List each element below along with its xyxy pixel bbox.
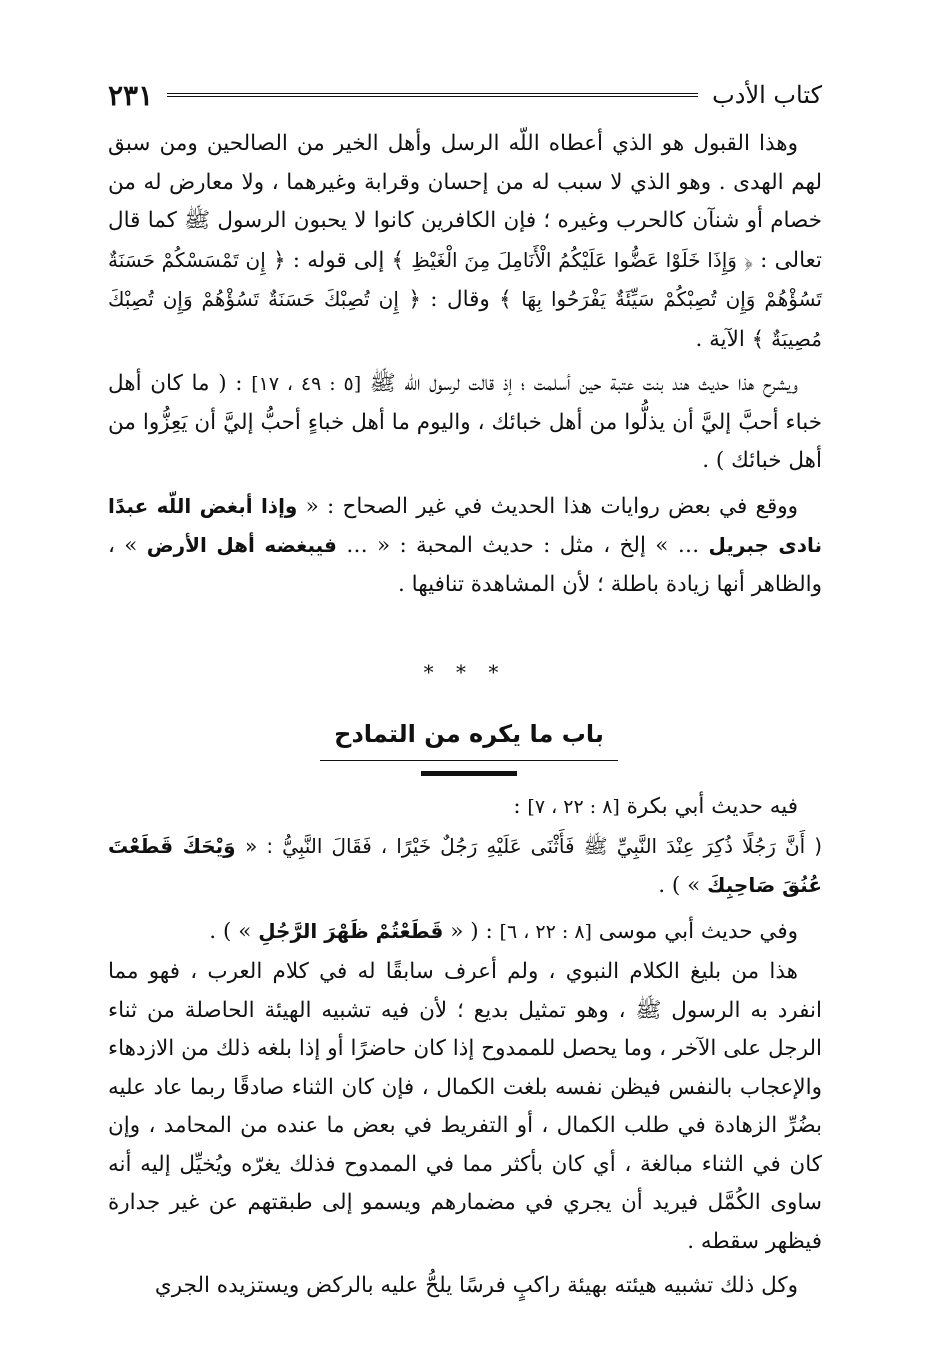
paragraph-tashbih: وكل ذلك تشبيه هيئته بهيئة راكبٍ فرسًا يلحُّ عليه بالركض ويستزيده الجري xyxy=(154,1273,798,1298)
hadith-quote: وَيْحَكَ قَطَعْتَ عُنُقَ صَاحِبِكَ xyxy=(108,833,822,897)
paragraph-qabul: وهذا القبول هو الذي أعطاه اللّه الرسل وأهل الخير من الصالحين ومن سبق لهم الهدى . وهو الذي لا سبب له من إحسان وقرابة وغيرهما ، ولا معارض له من خصام أو شنآن كالحرب وغيره ؛ فإن الكافرين كانوا لا يحبون الرسول ﷺ كما قال تعالى : ﴿ وَإِذَا خَلَوْا عَضُّوا عَلَيْكُمُ الْأَنَامِلَ مِنَ الْغَيْظِ ﴾ إلى قوله : ﴿ إِن تَمْسَسْكُمْ حَسَنَةٌ تَسُؤْهُمْ وَإِن تُصِبْكُمْ سَيِّئَةٌ يَفْرَحُوا بِهَا ﴾ وقال : ﴿ إِن تُصِبْكَ حَسَنَةٌ تَسُؤْهُمْ وَإِن تُصِبْكَ مُصِيبَةٌ ﴾ الآية . xyxy=(108,131,822,352)
chapter-title: باب ما يكره من التمادح xyxy=(334,720,604,748)
header-rule xyxy=(167,93,698,97)
chapter-underline xyxy=(320,760,618,761)
reference: [٨ : ٢٢ ، ٦] xyxy=(499,920,592,943)
reference: [٨ : ٢٢ ، ٧] xyxy=(527,796,620,818)
hadith-abu-bakra-text: ( أَنَّ رَجُلًا ذُكِرَ عِنْدَ النَّبِيِّ ﷺ فَأَثْنَى عَلَيْهِ رَجُلٌ خَيْرًا ، فَقَالَ النَّبِيُّ : « وَيْحَكَ قَطَعْتَ عُنُقَ صَاحِبِكَ » ) . xyxy=(108,833,822,898)
quran-quote: إِن تَمْسَسْكُمْ حَسَنَةٌ تَسُؤْهُمْ وَإِن تُصِبْكُمْ سَيِّئَةٌ يَفْرَحُوا بِهَا xyxy=(108,247,822,311)
section-separator: * * * xyxy=(423,660,507,684)
chapter-heading xyxy=(320,714,618,776)
hadith-quote: فيبغضه أهل الأرض xyxy=(146,533,337,557)
page-number: ٢٣١ xyxy=(108,78,154,112)
upper-text-block xyxy=(108,125,822,604)
hadith-quote: قَطَعْتُمْ ظَهْرَ الرَّجُلِ xyxy=(258,918,444,943)
chapter-bar xyxy=(421,771,517,776)
reference: [٥ : ٤٩ ، ١٧] xyxy=(251,373,362,395)
paragraph-abu-musa: وفي حديث أبي موسى [٨ : ٢٢ ، ٦] : ( « قَطَعْتُمْ ظَهْرَ الرَّجُلِ » ) . xyxy=(209,918,798,944)
hadith-quote: وإذا أبغض اللّه عبدًا نادى جبريل xyxy=(108,493,822,557)
quran-quote: وَإِذَا خَلَوْا عَضُّوا عَلَيْكُمُ الْأَنَامِلَ مِنَ الْغَيْظِ xyxy=(411,247,737,272)
paragraph-explanation: هذا من بليغ الكلام النبوي ، ولم أعرف سابقًا له في كلام العرب ، فهو مما انفرد به الرسول ﷺ ، وهو تمثيل بديع ؛ لأن فيه تشبيه الهيئة الحاصلة من ثناء الرجل على الآخر ، وما يحصل للممدوح إذا كان حاضرًا أو إذا بلغه ذلك من الازدهاء والإعجاب بالنفس فيظن نفسه بلغت الكمال ، فإن كان الثناء صادقًا ربما عاد عليه بضُرِّ الزهادة في طلب الكمال ، أو التفريط في بعض ما عنده من المحامد ، وإن كان في الثناء مبالغة ، أي كان بأكثر مما في الممدوح فذلك يغرّه ويُخيِّل إليه أنه ساوى الكُمَّل فيريد أن يجري في مضمارهم ويسمو إلى طبقتهم عن غير جدارة فيظهر سقطه . xyxy=(108,959,822,1254)
paragraph-riwayat: ووقع في بعض روايات هذا الحديث في غير الصحاح : « وإذا أبغض اللّه عبدًا نادى جبريل … » إلخ ، مثل : حديث المحبة : « … فيبغضه أهل الأرض » ، والظاهر أنها زيادة باطلة ؛ لأن المشاهدة تنافيها . xyxy=(108,493,822,597)
lower-text-block xyxy=(108,788,822,1306)
paragraph-abu-bakra: فيه حديث أبي بكرة [٨ : ٢٢ ، ٧] : xyxy=(513,794,798,819)
quran-quote: إِن تُصِبْكَ حَسَنَةٌ تَسُؤْهُمْ وَإِن تُصِبْكَ مُصِيبَةٌ xyxy=(108,287,822,351)
paragraph-hind: ويشرح هذا حديث هند بنت عتبة حين أسلمت ؛ إذ قالت لرسول اللّه ﷺ [٥ : ٤٩ ، ١٧] : ( ما كان أهل خباء أحبَّ إليَّ أن يذلُّوا من أهل خبائك ، واليوم ما أهل خباءٍ أحبُّ إليَّ أن يَعِزُّوا من أهل خبائك ) . xyxy=(108,371,822,473)
book-title: كتاب الأدب xyxy=(712,81,822,109)
page-header xyxy=(108,78,822,112)
